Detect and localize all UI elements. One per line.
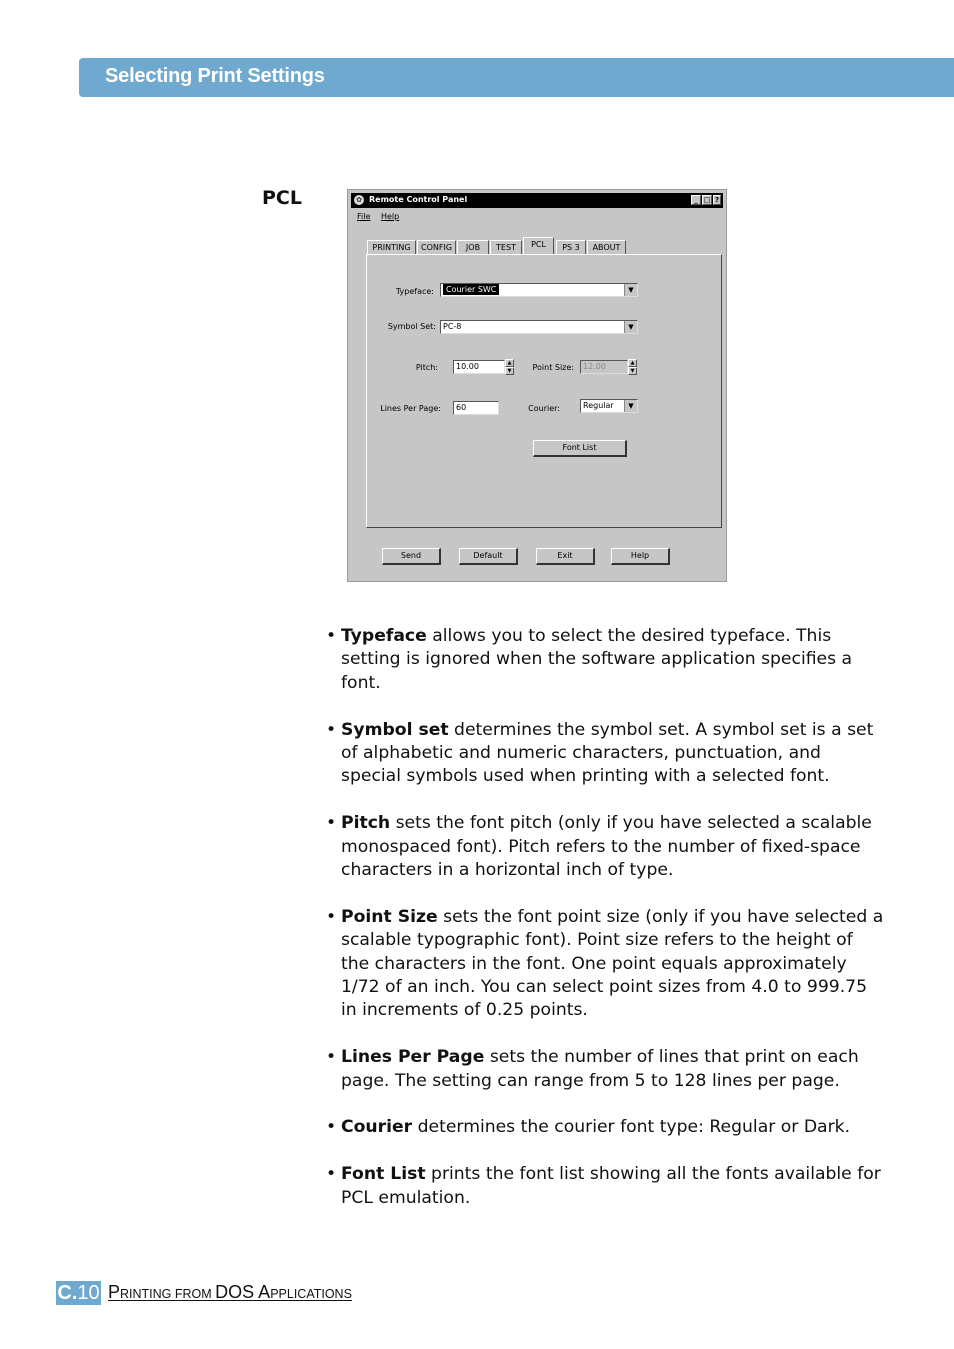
tab-about[interactable]: ABOUT [587, 240, 626, 254]
chevron-down-icon[interactable]: ▼ [624, 284, 637, 296]
list-item: • Lines Per Page sets the number of lines that print on each page. The setting can range from 5 to 128 lines per page. [326, 1047, 859, 1091]
page-number: 10 [77, 1282, 100, 1304]
bullet-text: determines the symbol set. A symbol set is a set of alphabetic and numeric characters, punctuation, and special symbols used when printing with a selected font. [341, 719, 874, 787]
tab-printing[interactable]: PRINTING [367, 240, 416, 254]
list-item: • Pitch sets the font pitch (only if you have selected a scalable monospaced font). Pitch refers to the number of fixed-space characters in a horizontal inch of type. [326, 813, 872, 881]
running-title-part: DOS A [215, 1282, 271, 1302]
bullet-term: Typeface [341, 626, 427, 646]
title-bar [351, 193, 723, 208]
minimize-button[interactable]: _ [691, 195, 701, 205]
point-size-value: 12.00 [583, 362, 606, 371]
remote-control-panel-window [347, 189, 727, 582]
typeface-dropdown[interactable] [440, 283, 638, 297]
point-size-input[interactable] [580, 360, 628, 374]
running-title-part: PPLICATIONS [270, 1287, 352, 1301]
pitch-spinner[interactable] [505, 359, 514, 375]
tab-job[interactable]: JOB [457, 240, 489, 254]
bullet-text: determines the courier font type: Regular or Dark. [412, 1117, 851, 1138]
menu-help[interactable]: Help [380, 212, 400, 221]
pitch-value: 10.00 [456, 362, 479, 371]
running-title-part: P [108, 1282, 121, 1302]
spin-up-icon[interactable]: ▲ [628, 359, 637, 367]
page-number-badge [56, 1281, 101, 1305]
header-bar [79, 58, 954, 97]
bullet-text: sets the font point size (only if you have selected a scalable typographic font). Point size refers to the height of the characters in the font. One point equals approximately 1/72 of an inch. You can select point sizes from 4.0 to 999.75 in increments of 0.25 points. [341, 906, 884, 1021]
list-item: • Symbol set determines the symbol set. A symbol set is a set of alphabetic and numeric characters, punctuation, and special symbols used when printing with a selected font. [326, 719, 874, 787]
tab-ps3[interactable]: PS 3 [556, 240, 586, 254]
bullet-term: Pitch [341, 813, 391, 834]
bullet-text: prints the font list showing all the fonts available for PCL emulation. [341, 1164, 881, 1208]
courier-label: Courier: [528, 404, 560, 413]
lines-per-page-value: 60 [456, 403, 467, 412]
menu-bar [357, 212, 407, 221]
list-item: • Typeface allows you to select the desired typeface. This setting is ignored when the software application specifies a font. [326, 626, 853, 693]
tab-pcl[interactable]: PCL [523, 237, 554, 254]
point-size-label: Point Size: [532, 363, 574, 372]
default-button[interactable]: Default [459, 548, 518, 565]
chapter-letter: C. [57, 1282, 78, 1304]
lines-per-page-input[interactable] [453, 401, 499, 415]
courier-value: Regular [583, 401, 614, 410]
bullet-text: sets the font pitch (only if you have selected a scalable monospaced font). Pitch refers to the number of fixed-space characters in a horizontal inch of type. [341, 813, 872, 881]
spin-down-icon[interactable]: ▼ [505, 367, 514, 375]
running-title-part: RINTING FROM [120, 1287, 216, 1301]
bullet-term: Symbol set [341, 719, 449, 740]
chevron-down-icon[interactable]: ▼ [624, 400, 637, 412]
menu-file[interactable]: File [357, 212, 371, 221]
section-label: PCL [262, 187, 302, 209]
point-size-spinner[interactable] [628, 359, 637, 375]
font-list-button[interactable]: Font List [533, 440, 627, 457]
bullet-term: Font List [341, 1164, 426, 1185]
bullet-term: Point Size [341, 906, 438, 927]
exit-button[interactable]: Exit [536, 548, 595, 565]
window-title: Remote Control Panel [369, 195, 468, 204]
symbol-set-dropdown[interactable] [440, 320, 638, 334]
chevron-down-icon[interactable]: ▼ [624, 321, 637, 333]
help-window-button[interactable]: ? [714, 196, 720, 204]
pitch-input[interactable] [453, 360, 505, 374]
page-title: Selecting Print Settings [105, 65, 325, 87]
running-title [108, 1282, 352, 1303]
symbol-set-value: PC-8 [443, 322, 462, 331]
bullet-term: Lines Per Page [341, 1047, 485, 1068]
help-button[interactable]: Help [611, 548, 670, 565]
tab-config[interactable]: CONFIG [417, 240, 456, 254]
bullet-text: allows you to select the desired typeface. This setting is ignored when the software application specifies a font. [341, 626, 853, 693]
typeface-value: Courier SWC [443, 284, 499, 295]
courier-dropdown[interactable] [580, 399, 638, 413]
settings-descriptions [326, 625, 886, 1233]
list-item: • Font List prints the font list showing all the fonts available for PCL emulation. [326, 1164, 881, 1208]
send-button[interactable]: Send [382, 548, 441, 565]
pitch-label: Pitch: [415, 363, 438, 372]
list-item: • Courier determines the courier font type: Regular or Dark. [326, 1117, 851, 1138]
spin-up-icon[interactable]: ▲ [505, 359, 514, 367]
printer-app-icon: ✿ [354, 195, 364, 205]
spin-down-icon[interactable]: ▼ [628, 367, 637, 375]
bullet-text: sets the number of lines that print on each page. The setting can range from 5 to 128 lines per page. [341, 1047, 859, 1091]
maximize-button[interactable]: □ [703, 196, 711, 204]
list-item: • Point Size sets the font point size (only if you have selected a scalable typographic font). Point size refers to the height of the characters in the font. One point equals approximately 1/72 of an inch. You can select point sizes from 4.0 to 999.75 in increments of 0.25 points. [326, 906, 884, 1021]
tab-test[interactable]: TEST [490, 240, 522, 254]
lines-per-page-label: Lines Per Page: [380, 404, 441, 413]
typeface-label: Typeface: [395, 287, 434, 296]
symbol-set-label: Symbol Set: [387, 322, 436, 331]
pcl-settings-panel [366, 254, 722, 528]
bullet-term: Courier [341, 1117, 413, 1138]
